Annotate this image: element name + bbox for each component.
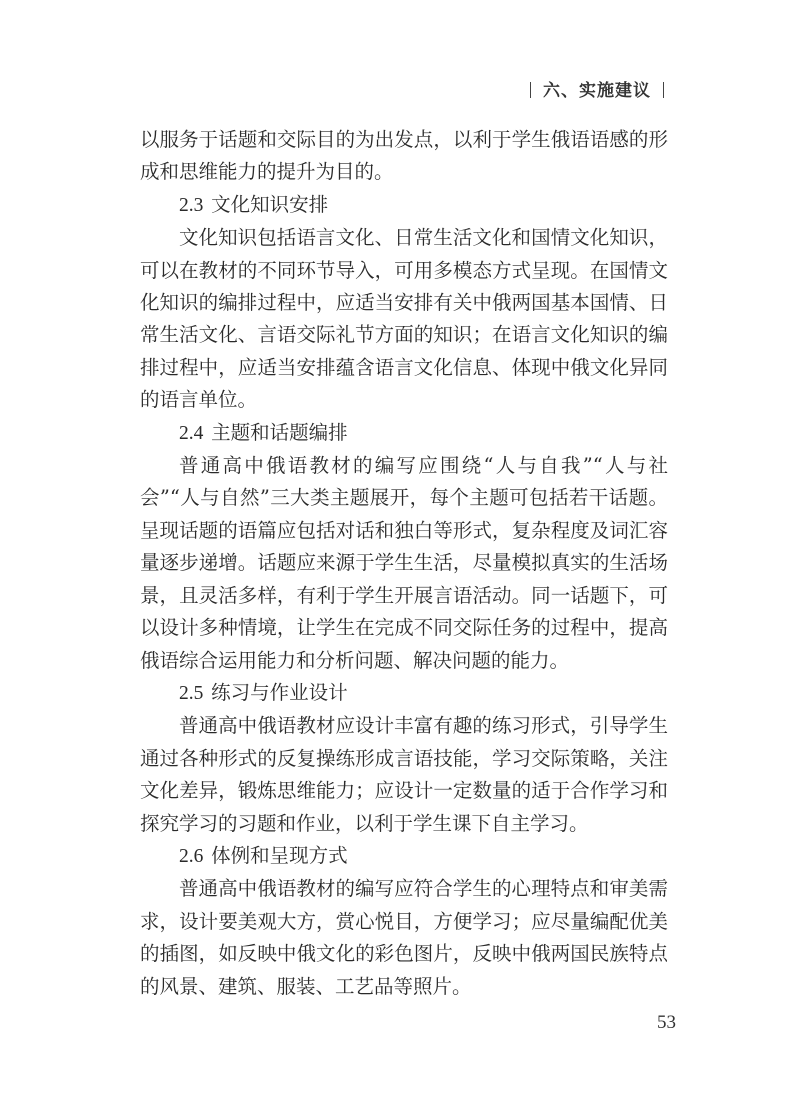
heading-title: 文化知识安排 (211, 192, 329, 216)
heading-number: 2.3 (179, 194, 204, 216)
heading-2-6 (140, 840, 668, 873)
section-title: 六、实施建议 (543, 81, 651, 101)
paragraph-2-4: 普通高中俄语教材的编写应围绕“人与自我”“人与社会”“人与自然”三大类主题展开，每个主题可包括若干话题。呈现话题的语篇应包括对话和独白等形式，复杂程度及词汇容量逐步递增。话题应来源于学生生活，尽量模拟真实的生活场景，且灵活多样，有利于学生开展言语活动。同一话题下，可以设计多种情境，让学生在完成不同交际任务的过程中，提高俄语综合运用能力和分析问题、解决问题的能力。 (140, 454, 668, 672)
heading-title: 练习与作业设计 (211, 680, 348, 704)
header-divider-right (663, 82, 664, 98)
heading-title: 体例和呈现方式 (211, 843, 348, 867)
page-body (140, 124, 668, 1003)
heading-number: 2.6 (179, 845, 204, 867)
running-header (518, 76, 676, 101)
heading-title: 主题和话题编排 (211, 420, 348, 444)
paragraph-2-5: 普通高中俄语教材应设计丰富有趣的练习形式，引导学生通过各种形式的反复操练形成言语技能，学习交际策略，关注文化差异，锻炼思维能力；应设计一定数量的适于合作学习和探究学习的习题和作业，以利于学生课下自主学习。 (140, 714, 668, 835)
heading-number: 2.4 (179, 422, 204, 444)
paragraph-2-6: 普通高中俄语教材的编写应符合学生的心理特点和审美需求，设计要美观大方，赏心悦目，方便学习；应尽量编配优美的插图，如反映中俄文化的彩色图片，反映中俄两国民族特点的风景、建筑、服装、工艺品等照片。 (140, 877, 668, 998)
header-divider-left (530, 82, 531, 98)
page-number: 53 (657, 1012, 676, 1033)
heading-number: 2.5 (179, 682, 204, 704)
heading-2-3 (140, 189, 668, 222)
heading-2-5 (140, 677, 668, 710)
heading-2-4 (140, 417, 668, 450)
paragraph-2-3: 文化知识包括语言文化、日常生活文化和国情文化知识，可以在教材的不同环节导入，可用多模态方式呈现。在国情文化知识的编排过程中，应适当安排有关中俄两国基本国情、日常生活文化、言语交际礼节方面的知识；在语言文化知识的编排过程中，应适当安排蕴含语言文化信息、体现中俄文化异同的语言单位。 (140, 226, 668, 412)
paragraph-intro: 以服务于话题和交际目的为出发点，以利于学生俄语语感的形成和思维能力的提升为目的。 (140, 128, 668, 184)
